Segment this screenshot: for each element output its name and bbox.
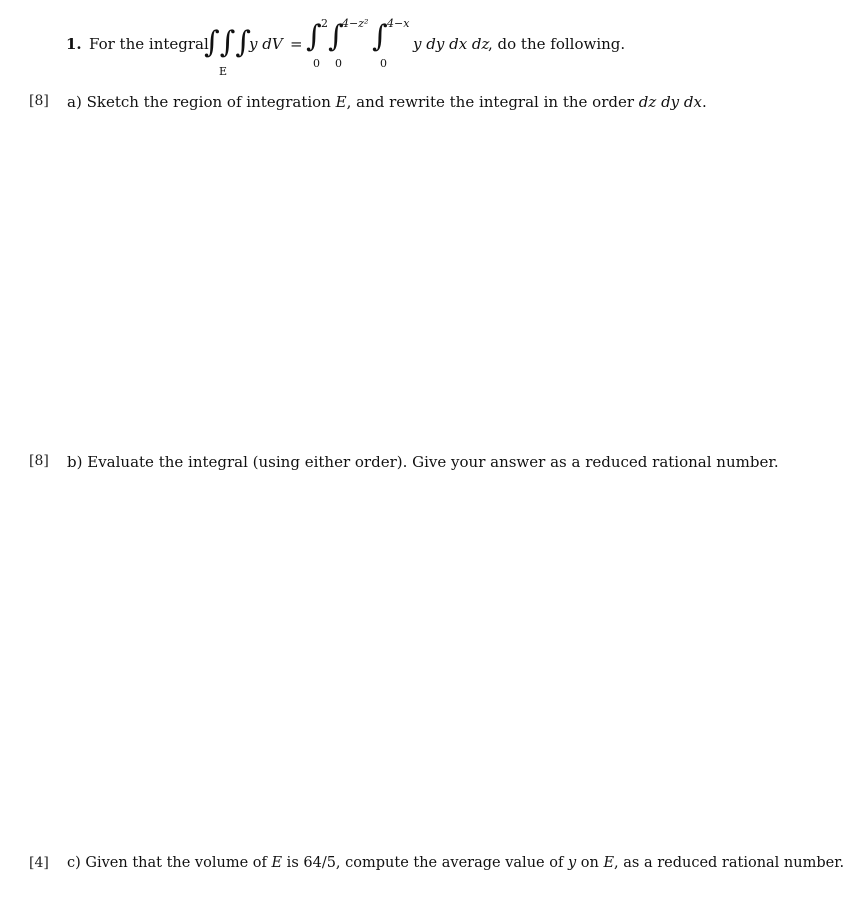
part-c-text — [67, 855, 844, 871]
part-c-end: , as a reduced rational number. — [614, 855, 845, 871]
outer-lower-limit: 0 — [313, 57, 320, 70]
problem-intro: For the integral — [89, 35, 209, 53]
part-b-marks: [8] — [29, 453, 49, 469]
part-a-text-1: Sketch the region of integration — [86, 93, 336, 111]
rhs-integrand: y dy dx dz — [413, 35, 490, 53]
middle-integral-sign: ∫ — [328, 19, 344, 54]
equals-sign: = — [290, 35, 303, 53]
part-c-var-y: y — [567, 855, 577, 871]
problem-number: 1. — [66, 35, 82, 53]
part-b-label: b) — [67, 453, 83, 471]
inner-upper-limit: 4−x — [387, 17, 410, 30]
part-a-marks: [8] — [29, 93, 49, 109]
part-a-text — [67, 93, 707, 111]
triple-integral-region: E — [219, 65, 228, 78]
part-c-label: c) — [67, 855, 81, 871]
middle-upper-limit: 4−z² — [342, 17, 369, 30]
part-c-text-3: on — [576, 855, 604, 871]
middle-lower-limit: 0 — [335, 57, 342, 70]
problem-tail: , do the following. — [488, 35, 626, 53]
part-c-text-1: Given that the volume of — [85, 855, 272, 871]
part-a-order: dz dy dx — [638, 93, 702, 111]
triple-integral-sign: ∫∫∫ — [204, 25, 251, 60]
outer-upper-limit: 2 — [321, 17, 328, 30]
inner-lower-limit: 0 — [380, 57, 387, 70]
part-c-marks: [4] — [29, 855, 49, 871]
part-c-var-e2: E — [603, 855, 615, 871]
inner-integral-sign: ∫ — [372, 19, 388, 54]
lhs-integrand: y dV — [249, 35, 283, 53]
part-a-label: a) — [67, 93, 82, 111]
part-a-text-2: , and rewrite the integral in the order — [346, 93, 639, 111]
outer-integral-sign: ∫ — [306, 19, 322, 54]
part-a-var-e: E — [335, 93, 347, 111]
part-a-end: . — [701, 93, 707, 111]
part-c-text-2: is 64/5, compute the average value of — [282, 855, 568, 871]
part-b-text — [67, 453, 779, 471]
part-b-body: Evaluate the integral (using either order). Give your answer as a reduced rational number. — [87, 453, 779, 471]
part-c-var-e: E — [271, 855, 283, 871]
